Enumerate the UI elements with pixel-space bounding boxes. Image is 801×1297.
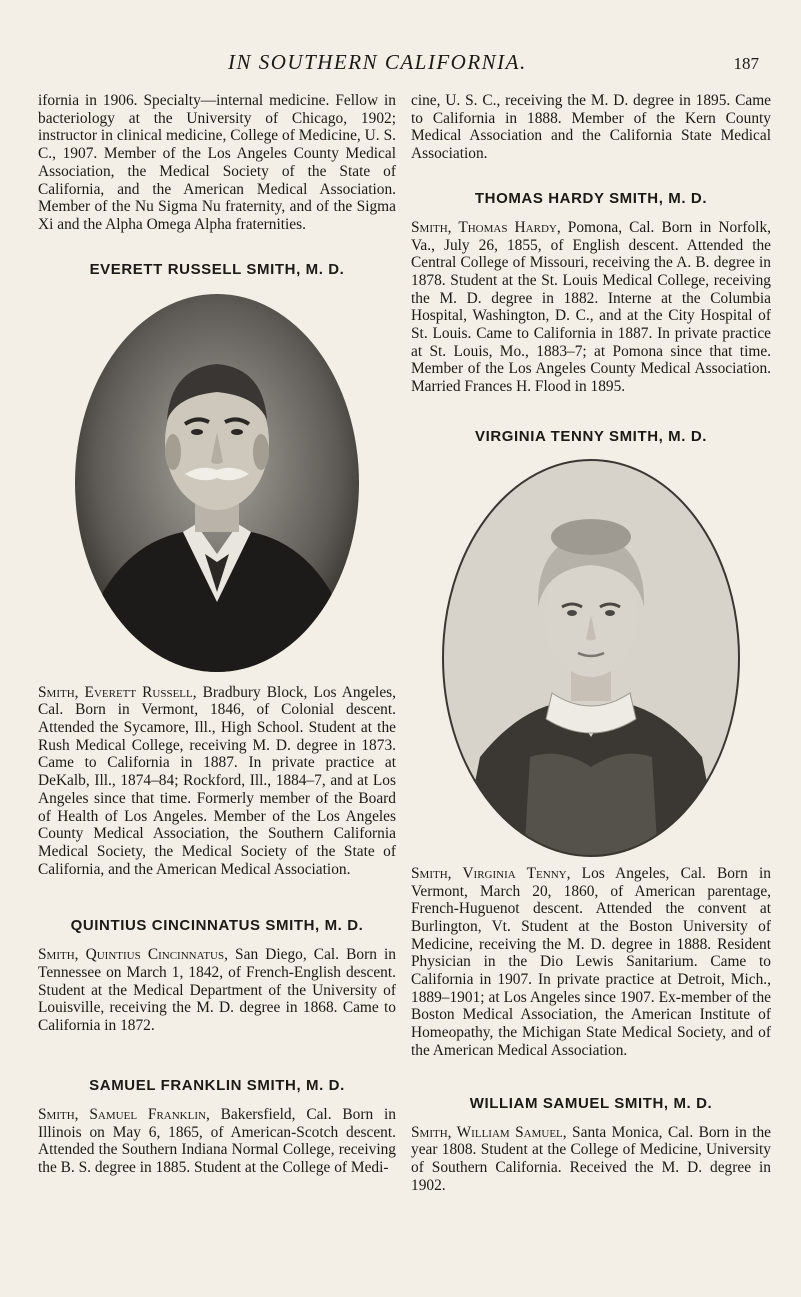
bio-lead-name: Smith, Everett Russell, bbox=[38, 683, 197, 701]
bio-lead-name: Smith, Thomas Hardy, bbox=[411, 218, 561, 236]
bio-samuel-franklin-smith bbox=[38, 1106, 396, 1177]
running-head-title: IN SOUTHERN CALIFORNIA. bbox=[228, 50, 527, 74]
heading-quintius-cincinnatus-smith: QUINTIUS CINCINNATUS SMITH, M. D. bbox=[70, 917, 364, 935]
bio-lead-name: Smith, Virginia Tenny, bbox=[411, 864, 571, 882]
left-column bbox=[38, 92, 396, 1177]
bio-william-samuel-smith bbox=[411, 1124, 771, 1195]
bio-thomas-hardy-smith bbox=[411, 219, 771, 396]
bio-virginia-tenny-smith bbox=[411, 865, 771, 1060]
heading-everett-russell-smith: EVERETT RUSSELL SMITH, M. D. bbox=[89, 260, 345, 278]
bio-text: Bradbury Block, Los Angeles, Cal. Born in Vermont, 1846, of Colonial descent. Attended the Sycamore, Ill., High School. Student at the Rush Medical College, receiving M. D. degree in 1873. Came to California in 1887. In private practice at DeKalb, Ill., 1874–84; Rockford, Ill., 1884–7, and at Los Angeles since that time. Formerly member of the Board of Health of Los Angeles. Member of the Los Angeles County Medical Association, the Southern California Medical Society, the Medical Society of the State of California, and the American Medical Association. bbox=[38, 683, 396, 878]
heading-samuel-franklin-smith: SAMUEL FRANKLIN SMITH, M. D. bbox=[89, 1076, 345, 1094]
continued-paragraph: cine, U. S. C., receiving the M. D. degree in 1895. Came to California in 1888. Member of the Kern County Medical Association and the California State Medical Association. bbox=[411, 92, 771, 163]
continued-paragraph: ifornia in 1906. Specialty—internal medicine. Fellow in bacteriology at the University of Chicago, 1902; instructor in clinical medicine, College of Medicine, U. S. C., 1907. Member of the Los Angeles County Medical Association, the Medical Society of the State of California, and the American Medical Association. Member of the Nu Sigma Nu fraternity, and of the Sigma Xi and the Alpha Omega Alpha fraternities. bbox=[38, 92, 396, 233]
bio-lead-name: Smith, Quintius Cincinnatus, bbox=[38, 946, 228, 964]
heading-virginia-tenny-smith: VIRGINIA TENNY SMITH, M. D. bbox=[474, 427, 708, 445]
running-head bbox=[0, 50, 801, 80]
portrait-everett-russell-smith bbox=[73, 292, 361, 674]
bio-lead-name: Smith, Samuel Franklin, bbox=[38, 1105, 210, 1123]
bio-text: Santa Monica, Cal. Born in the year 1808. Student at the College of Medicine, University of Southern California. Received the M. D. degree in 1902. bbox=[411, 1123, 771, 1194]
heading-william-samuel-smith: WILLIAM SAMUEL SMITH, M. D. bbox=[469, 1094, 713, 1112]
bio-quintius-cincinnatus-smith bbox=[38, 946, 396, 1035]
heading-thomas-hardy-smith: THOMAS HARDY SMITH, M. D. bbox=[474, 189, 708, 207]
bio-everett-russell-smith bbox=[38, 684, 396, 879]
bio-text: San Diego, Cal. Born in Tennessee on March 1, 1842, of French-English descent. Student at the Medical Department of the University of Louisville, receiving the M. D. degree in 1868. Came to California in 1872. bbox=[38, 946, 396, 1035]
portrait-virginia-tenny-smith bbox=[440, 457, 742, 859]
bio-text: Bakersfield, Cal. Born in Illinois on May 6, 1865, of American-Scotch descent. Attended the Southern Indiana Normal College, receiving the B. S. degree in 1885. Student at the College of Medi- bbox=[38, 1105, 397, 1176]
page-number: 187 bbox=[733, 54, 759, 73]
bio-text: Pomona, Cal. Born in Norfolk, Va., July 26, 1855, of English descent. Attended the Central College of Missouri, receiving the A. B. degree in 1878. Student at the St. Louis Medical College, receiving the M. D. degree in 1882. Interne at the Columbia Hospital, Washington, D. C., and at the City Hospital of St. Louis. Came to California in 1887. In private practice at St. Louis, Mo., 1883–7; at Pomona since that time. Member of the Los Angeles County Medical Association. Married Frances H. Flood in 1895. bbox=[411, 218, 771, 396]
right-column bbox=[411, 92, 771, 1194]
bio-lead-name: Smith, William Samuel, bbox=[411, 1123, 567, 1141]
bio-text: Los Angeles, Cal. Born in Vermont, March 20, 1860, of American parentage, French-Huguenot descent. Attended the convent at Burlington, Vt. Student at the Boston University of Medicine, receiving the M. D. degree in 1888. Resident Physician in the Dio Lewis Sanitarium. Came to California in 1907. In private practice at Detroit, Mich., 1889–1901; at Los Angeles since 1907. Ex-member of the Boston Medical Association, the American Institute of Homeopathy, the Michigan State Medical Society, and of the American Medical Association. bbox=[411, 864, 771, 1059]
